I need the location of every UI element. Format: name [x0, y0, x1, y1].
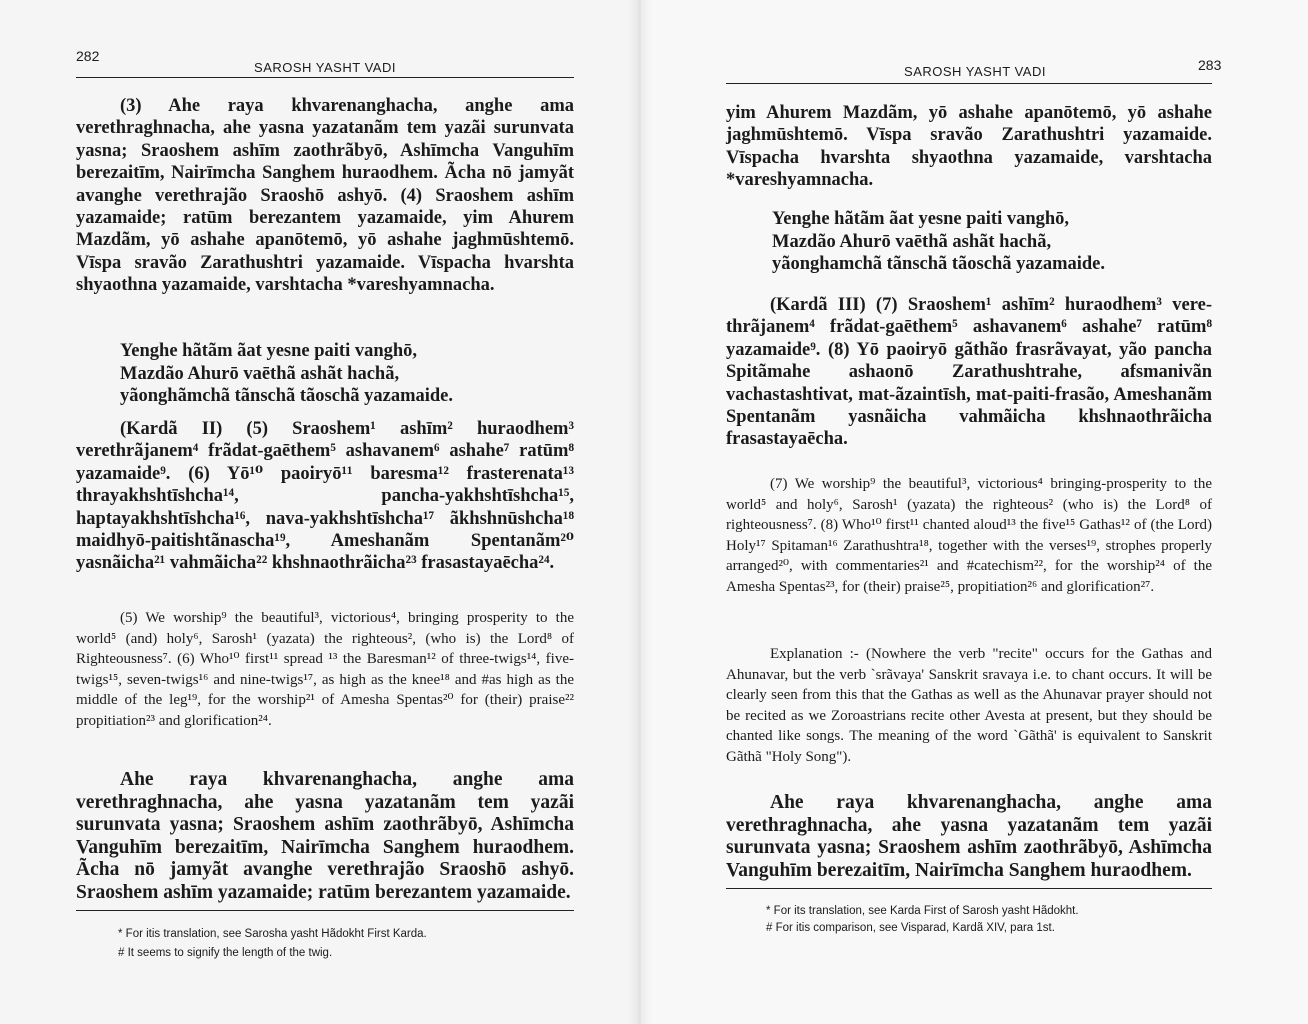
- verse-line: yãonghãmchã tãnschã tãoschã yazamaide.: [120, 386, 454, 407]
- avesta-paragraph: [76, 418, 574, 575]
- avesta-paragraph: [726, 792, 1212, 882]
- verse-line: yãonghamchã tãnschã tãoschã yazamaide.: [772, 254, 1106, 275]
- verse-block: [120, 340, 574, 408]
- avesta-paragraph: [76, 769, 574, 905]
- footnote: * For its translation, see Karda First of Sarosh yasht Hãdokht.: [766, 905, 1079, 917]
- footnote: # It seems to signify the length of the twig.: [118, 947, 333, 959]
- verse-block: [772, 208, 1212, 276]
- footnote-rule: [76, 910, 574, 911]
- avesta-paragraph: [726, 294, 1212, 451]
- verse-line: Yenghe hãtãm ãat yesne paiti vanghō,: [120, 341, 418, 361]
- running-head: SAROSH YASHT VADI: [254, 60, 396, 75]
- page-number: 283: [1198, 57, 1222, 73]
- verse-line: Yenghe hãtãm ãat yesne paiti vanghō,: [772, 209, 1070, 229]
- book-gutter: [628, 0, 652, 1024]
- avesta-text: (3) Ahe raya khvarenanghacha, anghe ama verethraghnacha, ahe yasna yazatanãm tem yazãi surunvata yasna; Sraoshem ashīm zaothrãbyō, Ashīmcha Vanguhīm berezaitīm, Nairīmcha Sanghem huraodhem. Ãcha nō jamyãt avanghe verethrajão Sraoshō ashyō. (4) Sraoshem ashīm yazamaide; ratūm berezantem yazamaide, yim Ahurem Mazdãm, yō ashahe apanōtemō, yō ashahe jaghmūshtemō. Vīspa sravão Zarathushtri yazamaide. Vīspacha hvarshta shyaothna yazamaide, varshtacha *vareshyamnacha.: [76, 96, 574, 296]
- translation-text: (5) We worship⁹ the beautiful³, victorious⁴, bringing prosperity to the world⁵ (and) holy⁶, Sarosh¹ (yazata) the righteous², (who is) the Lord⁸ of Righteousness⁷. (6) Who¹⁰ first¹¹ spread ¹³ the Baresman¹² of three-twigs¹⁴, five-twigs¹⁵, seven-twigs¹⁶ and nine-twigs¹⁷, as high as the knee¹⁸ and #as high as the middle of the leg¹⁹, for the worship²¹ of Amesha Spentas²⁰ for (their) praise²² propitiation²³ and glorification²⁴.: [76, 610, 574, 729]
- avesta-text: yim Ahurem Mazdãm, yō ashahe apanōtemō, yō ashahe jaghmūshtemō. Vīspa sravão Zarathushtri yazamaide. Vīspacha hvarshta shyaothna yazamaide, varshtacha *vareshyamnacha.: [726, 103, 1212, 191]
- avesta-paragraph: [726, 102, 1212, 192]
- footnote: * For itis translation, see Sarosha yasht Hãdokht First Karda.: [118, 928, 427, 940]
- right-page: [640, 0, 1308, 1024]
- explanation-text: Explanation :- (Nowhere the verb "recite" occurs for the Gathas and Ahunavar, but the verb `srãvaya' Sanskrit sravaya i.e. to chant occurs. It will be clearly seen from this that the Gathas as well as the Ahunavar prayer should not be recited as we Zoroastrians recite other Avesta at present, but they should be chanted like songs. The meaning of the word `Gãthã' is equivalent to Sanskrit Gãthã "Holy Song").: [726, 646, 1212, 765]
- verse-line: Mazdão Ahurō vaēthã ashãt hachã,: [772, 231, 1052, 252]
- translation-text: (7) We worship⁹ the beautiful³, victorious⁴ bringing-prosperity to the world⁵ and holy⁶, Sarosh¹ (yazata) the righteous² (who is) the Lord⁸ of righteousness⁷. (8) Who¹⁰ first¹¹ chanted aloud¹³ the five¹⁵ Gathas¹² of (the Lord) Holy¹⁷ Spitaman¹⁶ Zarathushtra¹⁸, together with the verses¹⁹, strophes properly arranged²⁰, with commentaries²¹ and #catechism²², for the worship²⁴ of the Amesha Spentas²³, for (their) praise²⁵, propitiation²⁶ and glorification²⁷.: [726, 476, 1212, 595]
- footnote: # For itis comparison, see Visparad, Kardã XIV, para 1st.: [766, 922, 1055, 934]
- verse-line: Mazdão Ahurō vaēthã ashãt hachã,: [120, 363, 400, 384]
- page-number: 282: [76, 48, 100, 64]
- left-page: [0, 0, 640, 1024]
- translation-paragraph: [76, 608, 574, 732]
- header-rule: [76, 77, 574, 78]
- avesta-text: Ahe raya khvarenanghacha, anghe ama verethraghnacha, ahe yasna yazatanãm tem yazãi surunvata yasna; Sraoshem ashīm zaothrãbyō, Ashīmcha Vanguhīm berezaitīm, Nairīmcha Sanghem huraodhem.: [726, 792, 1212, 881]
- avesta-text: (Kardã II) (5) Sraoshem¹ ashīm² huraodhem³ verethrãjanem⁴ frãdat-gaēthem⁵ ashavanem⁶ ashahe⁷ ratūm⁸ yazamaide⁹. (6) Yō¹⁰ paoiryō¹¹ baresma¹² frasterenata¹³ thrayakhshtīshcha¹⁴, pancha-yakhshtīshcha¹⁵, haptayakhshtīshcha¹⁶, nava-yakhshtīshcha¹⁷ ãkhshnūshcha¹⁸ maidhyō-paitishtãnascha¹⁹, Ameshanãm Spentanãm²⁰ yasnãicha²¹ vahmãicha²² khshnaothrãicha²³ frasastayaēcha²⁴.: [76, 419, 574, 574]
- avesta-text: Ahe raya khvarenanghacha, anghe ama verethraghnacha, ahe yasna yazatanãm tem yazãi surunvata yasna; Sraoshem ashīm zaothrãbyō, Ashīmcha Vanguhīm berezaitīm, Nairīmcha Sanghem huraodhem. Ãcha nō jamyãt avanghe verethrajão Sraoshō ashyō. Sraoshem ashīm yazamaide; ratūm berezantem yazamaide.: [76, 769, 574, 903]
- avesta-text: (Kardã III) (7) Sraoshem¹ ashīm² huraodhem³ vere-thrãjanem⁴ frãdat-gaēthem⁵ ashavanem⁶ ashahe⁷ ratūm⁸ yazamaide⁹. (8) Yō paoiryō gãthão frasrãvayat, yão pancha Spitãmahe ashaonō Zarathushtrahe, afsmanivãn vachastashtivat, mat-ãzaintīsh, mat-paiti-frasão, Ameshanãm Spentanãm yasnãicha vahmãicha khshnaothrãicha frasastayaēcha.: [726, 295, 1212, 450]
- explanation-paragraph: [726, 644, 1212, 768]
- avesta-paragraph: [76, 95, 574, 297]
- footnote-rule: [726, 888, 1212, 889]
- translation-paragraph: [726, 474, 1212, 598]
- running-head: SAROSH YASHT VADI: [904, 64, 1046, 79]
- header-rule: [726, 83, 1212, 84]
